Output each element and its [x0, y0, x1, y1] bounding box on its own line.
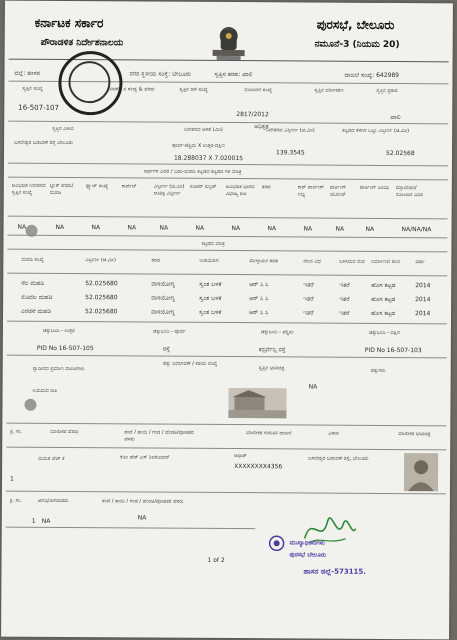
building-cell: ನೆಲ ಮಹಡಿ	[21, 279, 45, 287]
north-value: PID No 16-507-105	[36, 344, 94, 353]
divider	[7, 249, 447, 253]
doc-label: ಸ್ವಾದೀನದ ಪ್ರಮಾಣ ದಾಖಲೆಗಳು	[32, 365, 85, 373]
owner-header-cell: ಮಾಲೀಕರ ಭಾವಚಿತ್ರ	[398, 431, 431, 438]
floor-value-cell: NA	[267, 225, 277, 233]
building-header-cell: ನೆಲದ ವಿಧ	[303, 258, 321, 265]
floor-value-cell: NA	[159, 224, 169, 232]
divider	[8, 235, 448, 239]
divider	[8, 177, 448, 181]
row2-h3: ಸ್ವತ್ತಿನ ಹಳೆ ಸಂಖ್ಯೆ	[179, 86, 208, 93]
building-header-cell: ವರ್ಷ	[415, 259, 425, 266]
row2-h4: ನೋಂದಣಿ ಸಂಖ್ಯೆ	[244, 87, 273, 94]
department-title: ಪೌರಾಡಳಿತ ನಿರ್ದೇಶನಾಲಯ	[40, 37, 124, 49]
south-value: PID No 16-507-103	[364, 346, 422, 355]
location-value: ಬಸವೇಶ್ವರ ಬಡಾವಣೆ ರಸ್ತೆ ಬೇಲೂರು	[14, 139, 73, 147]
floor-header-cell: ಅವಿಭಜಿತ ನಿವೇಶನದ ಸ್ವತ್ತಿನ ಸಂಖ್ಯೆ	[11, 182, 46, 196]
owner-name: ಮಮತ ಹೆಚ್ ಕೆ	[38, 455, 65, 463]
classification: ಅಧಿಕೃತ	[254, 123, 269, 131]
floor-section-title: ಅರ್ಥಗಳ ವಿವರ / ಬಹು-ಮಹಡಿ ಕಟ್ಟಡದ ಕಟ್ಟಡದ ಗಳ ಮಾತ್ರ	[143, 168, 242, 176]
building-title: ಕಟ್ಟಡದ ಮಾತ್ರ	[201, 240, 225, 247]
building-cell: ಇತರೆ	[303, 309, 314, 317]
building-header-cell: ಮಹಡಿ ಸಂಖ್ಯೆ	[21, 256, 44, 263]
document-page	[1, 1, 453, 640]
occupant-headers	[5, 1, 453, 4]
building-header-cell: ಮೇಲ್ಛಾವಣಿ ತರಹ	[249, 258, 279, 265]
owner-header-cell: ಮಾಲೀಕರ ಹೆಸರು	[50, 428, 79, 436]
floor-header-cell: ಅವಿಭಜಿತ ಭಾಗದ ವಿಭಾಜ್ಯ ರೀತಿ	[225, 183, 255, 198]
occupant-name: NA	[41, 517, 51, 525]
owner-photo	[404, 453, 438, 491]
floor-header-cell: ತರಹ	[261, 184, 271, 191]
floor-headers	[5, 1, 453, 4]
floor-header-cell: ವಿಸ್ತೀರ್ಣ (ಚ.ಮೀ) ಆತಿರಿಕ್ತ ವಿಸ್ತೀರ್ಣ	[153, 183, 185, 197]
location-label: ಸ್ವತ್ತಿನ ವಿಳಾಸ	[52, 125, 74, 133]
building-cell: ಹೊಸ ಕಟ್ಟಡ	[371, 281, 396, 290]
stamp-line-2: ಪುರಸಭೆ ಬೇಲೂರು	[289, 551, 327, 559]
floor-value-cell: NA	[335, 225, 345, 233]
floor-value-cell: NA	[303, 225, 313, 233]
application-no: ದಾಖಲೆ ಸಂಖ್ಯೆ: 642989	[344, 71, 400, 80]
owner-id-no: XXXXXXXX4356	[234, 463, 283, 471]
divider	[8, 216, 448, 220]
punch-hole	[24, 399, 36, 411]
site-area-label: ನಿವೇಶನದ ವಿಸ್ತೀರ್ಣ (ಚ.ಮೀ)	[266, 127, 315, 134]
divider	[7, 355, 447, 359]
building-cell: ಆರ್ ಸಿ ಸಿ	[249, 281, 269, 289]
category: ಖಾಲಿ	[390, 113, 401, 122]
rights-label: ಹಕ್ಕುಗಳು	[370, 367, 386, 374]
occupant-sl: 1	[31, 517, 36, 525]
dims-value: 18.288037 X 7.020015	[173, 154, 244, 163]
built-area-label: ಕಟ್ಟಡದ ಕೆಳಗಿನ ಒಟ್ಟು ವಿಸ್ತೀರ್ಣ (ಚ.ಮೀ)	[342, 127, 410, 135]
floor-values	[5, 1, 453, 4]
owner-address: ಬಸವೇಶ್ವರ ಬಡಾವಣೆ ರಸ್ತೆ, ಬೇಲೂರು	[308, 455, 369, 462]
building-rows	[5, 1, 453, 4]
occupant-header-cell: ಅನುಭೋಗದಾರರು	[37, 497, 69, 505]
notes-label: ನಿಯಮದ ರೀತಿ	[32, 387, 58, 394]
floor-value-cell: NA/NA/NA	[401, 226, 432, 234]
floor-header-cell: ದಸ್ತಾವೇಜಿನ/ನೋಂದಣಿ ವಿವರ	[395, 185, 424, 199]
building-cell: ಇತರೆ	[303, 281, 314, 289]
property-photo	[228, 388, 286, 418]
building-cell: ಇತರೆ	[339, 295, 350, 303]
building-cell: ಸ್ವಂತ ಬಳಕೆ	[199, 308, 222, 316]
owner-header-cell: ಮಾಲೀಕರ ಗುರುತಿನ ದಾಖಲೆ	[246, 430, 292, 437]
owner-sl: 1	[10, 475, 14, 483]
form-number: ನಮೂನೆ-3 (ನಿಯಮ 20)	[314, 39, 400, 51]
building-header-cell: ಬಳಸಿರುವ ಮರ	[339, 258, 365, 265]
stamp-line-1: ಮುಖ್ಯಾಧಿಕಾರಿಗಳು	[289, 539, 325, 547]
district-label: ಜಿಲ್ಲೆ: ಹಾಸನ	[14, 69, 41, 77]
building-cell: ಆರ್ ಸಿ ಸಿ	[249, 309, 269, 317]
east-value: ರಸ್ತೆ	[162, 345, 170, 353]
floor-value-cell: NA	[91, 224, 101, 232]
divider	[6, 423, 446, 427]
registration-no: 2817/2012	[236, 111, 269, 119]
building-header-cell: ನಿರ್ಮಾಣದ ಕಲಸ	[371, 258, 400, 266]
occupant-relation: NA	[137, 514, 147, 522]
floor-header-cell: ಬ್ಲಾಕ್ ಹೆಸರು/ ಮಹಡಿ	[49, 182, 74, 196]
building-header-cell: ವಿಸ್ತೀರ್ಣ (ಚ.ಮೀ)	[85, 257, 116, 264]
floor-value-cell: NA	[365, 225, 375, 233]
floor-value-cell: NA	[195, 224, 205, 232]
building-cell: ಆರ್ ಸಿ ಸಿ	[249, 295, 269, 303]
building-cell: ಸ್ವಂತ ಬಳಕೆ	[199, 280, 222, 288]
building-cell: 52.025680	[85, 308, 118, 316]
building-cell: ಇತರೆ	[339, 281, 350, 289]
divider	[8, 163, 448, 167]
divider	[6, 491, 446, 495]
row2-h5: ಸ್ವತ್ತಿನ ವರ್ಗೀಕರಣ	[314, 87, 344, 94]
building-cell: ವಾಸಯೋಗ್ಯ	[151, 280, 175, 288]
divider	[6, 527, 256, 530]
divider	[7, 321, 447, 325]
floor-header-cell: ಕಾರ್ ಪಾರ್ಕಿಂಗ್ ಲಭ್ಯ	[297, 184, 325, 198]
building-cell: 52.025680	[85, 280, 118, 288]
site-area-value: 139.3545	[276, 149, 305, 157]
building-cell: ವಾಸಯೋಗ್ಯ	[151, 294, 175, 302]
emblem-icon	[207, 22, 251, 62]
floor-header-cell: ಪಾರ್ಕಿಂಗ್ ಏರಿಯ	[359, 184, 390, 191]
owner-header-cell: ತಂದೆ / ತಾಯಿ / ಗಂಡ / ಹೆಂಡತಿ/ಪೋಷಕರ ಹೆಸರು	[124, 429, 194, 443]
floor-value-cell: NA	[127, 224, 137, 232]
building-cell: 2014	[415, 310, 431, 318]
divider	[6, 447, 446, 451]
city-label: ನಗರ ಸ್ಥಳೀಯ ಸಂಸ್ಥೆ: ಬೇಲೂರು	[129, 70, 191, 78]
building-headers	[5, 1, 453, 4]
building-header-cell: ತರಹ	[151, 257, 161, 264]
rights-value: NA	[308, 383, 318, 391]
divider	[7, 273, 447, 277]
building-cell: ಹೊಸ ಕಟ್ಟಡ	[371, 295, 396, 304]
floor-header-cell: ಫ್ಲ್ಯಾಟ್ ಸಂಖ್ಯೆ	[85, 183, 109, 190]
owner-id-type: ಆಧಾರ್	[234, 453, 247, 460]
owner-headers	[5, 1, 453, 4]
row2-h6: ಸ್ವತ್ತಿನ ಪ್ರಕಾರ	[376, 87, 398, 95]
round-stamp-inner	[68, 61, 110, 103]
floor-value-cell: NA	[231, 225, 241, 233]
owner-header-cell: ವಿಳಾಸ	[328, 430, 339, 437]
stamp-line-3: ಹಾಸನ ಜಿಲ್ಲೆ-573115.	[303, 567, 367, 576]
photo-label: ಸ್ವತ್ತಿನ ಭಾವಚಿತ್ರ	[258, 365, 285, 372]
building-cell: ಇತರೆ	[303, 295, 314, 303]
east-label: ಚಕ್ಕುಬಂದಿ - ಪೂರ್ವ	[152, 328, 186, 335]
building-header-cell: ಉಪಯೋಗ	[199, 257, 219, 264]
change-label: ಹಕ್ಕು ಬದಲಾವಣೆ / ಕರಾರು ಸಂಖ್ಯೆ	[162, 360, 218, 367]
municipality-title: ಪುರಸಭೆ, ಬೇಲೂರು	[316, 17, 395, 33]
floor-value-cell: NA	[55, 223, 65, 232]
building-cell: 2014	[415, 282, 431, 290]
property-type: ಸ್ವತ್ತಿನ ತರಹ: ಖಾಲಿ	[214, 70, 253, 79]
floor-header-cell: ಕಾರ್ಪೆಟ್	[121, 183, 137, 190]
occupant-header-cell: ಕ್ರ. ಸಂ.	[9, 497, 23, 504]
owner-relation: ಕೊಂ ಹೆಚ್ ಎಸ್ ಶಿವಕುಮಾರ್	[120, 454, 170, 461]
extent-label: ನಿವೇಶನದ ಅಳತೆ (ಮೀ)	[184, 126, 223, 133]
floor-value-cell: NA	[17, 223, 27, 231]
building-cell: ಎರಡನೆ ಮಹಡಿ	[21, 307, 52, 315]
south-label: ಚಕ್ಕುಬಂದಿ - ದಕ್ಷಿಣ	[368, 329, 401, 337]
dims-label: ಪೂರ್ವ-ಪಶ್ಚಿಮ X ಉತ್ತರ-ದಕ್ಷಿಣ	[172, 142, 225, 149]
row2-h2: ವಾರ್ಡ್ ನ ಸಂಖ್ಯೆ & ಹೆಸರು	[109, 86, 155, 93]
building-cell: ಹೊಸ ಕಟ್ಟಡ	[371, 309, 396, 318]
building-cell: ಸ್ವಂತ ಬಳಕೆ	[199, 294, 222, 302]
official-stamp	[263, 520, 433, 591]
divider	[8, 121, 448, 125]
occupant-header-cell: ತಂದೆ / ತಾಯಿ / ಗಂಡ / ಹೆಂಡತಿ/ಪೋಷಕರ ಹೆಸರು	[101, 498, 184, 505]
west-value: ಕನ್ಸರ್ವೆನ್ಸಿ ರಸ್ತೆ	[258, 346, 286, 354]
building-cell: 52.025680	[85, 294, 118, 302]
floor-header-cell: ಪಾರ್ಕಿಂಗ್ ಯೂನಿಟ್	[329, 184, 347, 198]
built-area-value: 52.02568	[385, 149, 415, 158]
north-label: ಚಕ್ಕುಬಂದಿ - ಉತ್ತರ	[42, 327, 75, 335]
stamp-seal-icon	[268, 534, 286, 552]
building-cell: ಇತರೆ	[339, 309, 350, 317]
state-govt-title: ಕರ್ನಾಟಕ ಸರ್ಕಾರ	[34, 15, 104, 31]
page-number: 1 of 2	[207, 556, 225, 564]
owner-header-cell: ಕ್ರ. ಸಂ.	[10, 428, 23, 435]
building-cell: ಮೊದಲ ಮಹಡಿ	[21, 293, 53, 301]
building-cell: 2014	[415, 296, 431, 304]
floor-header-cell: ಸೂಪರ್ ಬಿಲ್ಟಪ್	[189, 183, 217, 190]
building-cell: ವಾಸಯೋಗ್ಯ	[151, 308, 175, 316]
row2-h1: ಸ್ವತ್ತಿನ ಸಂಖ್ಯೆ	[22, 85, 43, 92]
property-no: 16-507-107	[18, 103, 60, 112]
west-label: ಚಕ್ಕುಬಂದಿ - ಪಶ್ಚಿಮ	[260, 329, 294, 336]
